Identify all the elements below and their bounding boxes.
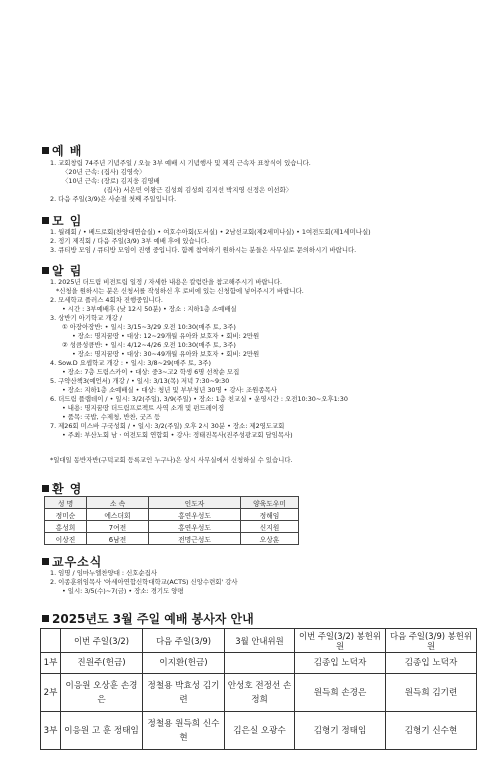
notice-item-3-class-1: ① 아장아장반: • 일시: 3/15~3/29 오전 10:30(매주 토, 3주) xyxy=(62,323,236,331)
table-cell: 이지환(헌금) xyxy=(143,653,225,674)
notice-item-2: 2. 모세학교 플러스 4회차 진행중입니다. xyxy=(50,296,163,304)
notice-footnote: *일대일 동반자반(구덕교회 등록교인 누구나)은 상시 사무실에서 신청하실 수 있습니다. xyxy=(50,456,293,464)
table-row xyxy=(45,533,299,545)
notice-item-6-detail: • 품목: 국밥, 수제청, 반찬, 굿즈 등 xyxy=(62,413,161,421)
section-title-welcome: 환 영 xyxy=(42,480,82,497)
table-cell: 원득희 손경은 xyxy=(295,674,386,712)
table-cell: 정미순 xyxy=(45,509,87,521)
table-cell: 정해임 xyxy=(241,509,299,521)
notice-item-3-class-1-detail: • 장소: 명지꿈땅 • 대상: 12~29개월 유아와 보호자 • 회비: 2만원 xyxy=(72,332,260,340)
table-cell: 김형기 신수현 xyxy=(386,712,477,750)
meeting-item-2: 2. 정기 제직회 / 다음 주일(3/9) 3부 예배 후에 있습니다. xyxy=(50,237,210,245)
column-header: 다음 주일(3/9) xyxy=(143,629,225,653)
notice-item-6: 6. 더드림 플랩데이 / • 일시: 3/2(주일), 3/9(주일) • 장소: 1층 친교실 • 운영시간 : 오전10:30~오후1:30 xyxy=(50,395,348,403)
column-header: 인도자 xyxy=(149,497,241,509)
section-title-roster: 2025년도 3월 주일 예배 봉사자 안내 xyxy=(42,610,254,627)
roster-table xyxy=(40,628,477,750)
service-label: 2부 xyxy=(41,674,61,712)
square-bullet-icon xyxy=(42,485,49,492)
meeting-item-3: 3. 큐티방 모임 / 큐티방 모임이 진행 중입니다. 함께 참여하기 원하시는 분들은 사무실로 문의하시기 바랍니다. xyxy=(50,246,357,254)
square-bullet-icon xyxy=(42,267,49,274)
movement-item-1: 1. 임명 / 임마누엘찬양대 : 신호순집사 xyxy=(50,569,157,577)
table-cell: 7여전 xyxy=(87,521,149,533)
square-bullet-icon xyxy=(42,217,49,224)
table-row xyxy=(45,509,299,521)
service-label: 3부 xyxy=(41,712,61,750)
table-row xyxy=(45,521,299,533)
section-title-meeting: 모 임 xyxy=(42,212,82,229)
square-bullet-icon xyxy=(42,615,49,622)
section-title-notice: 알 림 xyxy=(42,262,82,279)
movement-item-2: 2. 이종훈위임목사 '아세아연합신학대학교(ACTS) 신앙수련회' 강사 xyxy=(50,578,238,586)
table-cell: 홍연우성도 xyxy=(149,521,241,533)
table-cell: 홍성희 xyxy=(45,521,87,533)
movement-item-2-detail: • 일시: 3/5(수)~7(금) • 장소: 경기도 양평 xyxy=(62,587,184,595)
notice-item-7: 7. 제26회 미스바 구국성회 / • 일시: 3/2(주일) 오후 2시 30분 • 장소: 제2영도교회 xyxy=(50,422,285,430)
square-bullet-icon xyxy=(42,558,49,565)
table-cell: 이상진 xyxy=(45,533,87,545)
column-header: 이번 주일(3/2) 봉헌위원 xyxy=(295,629,386,653)
table-row xyxy=(41,712,477,750)
table-row xyxy=(41,674,477,712)
table-cell: 김종입 노덕자 xyxy=(295,653,386,674)
worship-item-1-detail: (집사) 서은민 이왕근 김성희 김성희 김지선 박지영 신정은 이선화〉 xyxy=(104,186,293,194)
column-header: 3월 안내위원 xyxy=(225,629,295,653)
notice-item-1-note: *신청을 원하시는 분은 신청서를 작성하신 후 로비에 있는 신청함에 넣어주시기 바랍니다. xyxy=(56,287,304,295)
column-header: 소 속 xyxy=(87,497,149,509)
roster-table-header xyxy=(41,629,477,653)
table-cell: 6남전 xyxy=(87,533,149,545)
notice-item-5: 5. 구약산책3(예언서) 개강 / • 일시: 3/13(목) 저녁 7:30~9:30 xyxy=(50,377,230,385)
column-header: 다음 주일(3/9) 봉헌위원 xyxy=(386,629,477,653)
table-cell: 신지원 xyxy=(241,521,299,533)
column-header xyxy=(41,629,61,653)
notice-item-6-detail: • 내용: 명지꿈땅 더드림프로젝트 사역 소개 및 펀드레이징 xyxy=(62,404,225,412)
table-cell: 안성호 전정선 손정희 xyxy=(225,674,295,712)
table-cell xyxy=(225,653,295,674)
table-row xyxy=(41,653,477,674)
notice-item-3-class-2: ② 성큼성큼반: • 일시: 4/12~4/26 오전 10:30(매주 토, 3주) xyxy=(62,341,236,349)
worship-item-1-detail: 〈20년 근속: (집사) 김영숙〉 xyxy=(62,168,146,176)
table-cell: 김은실 오광수 xyxy=(225,712,295,750)
table-cell: 전명근성도 xyxy=(149,533,241,545)
table-cell: 정철용 원득희 신수현 xyxy=(143,712,225,750)
table-cell: 정철용 박효성 김기련 xyxy=(143,674,225,712)
section-title-movement: 교우소식 xyxy=(42,553,102,570)
table-cell: 진원주(헌금) xyxy=(61,653,143,674)
notice-item-3-class-2-detail: • 장소: 명지꿈땅 • 대상: 30~49개월 유아와 보호자 • 회비: 2만원 xyxy=(72,350,260,358)
worship-item-1-detail: 〈10년 근속: (장로) 김지웅 김영배 xyxy=(62,177,160,185)
column-header: 양육도우미 xyxy=(241,497,299,509)
table-cell: 이응원 고 훈 정태임 xyxy=(61,712,143,750)
table-cell: 오상훈 xyxy=(241,533,299,545)
meeting-item-1: 1. 월례회 / • 베드로회(찬양대연습실) • 여호수아회(도서실) • 2남선교회(제2세미나실) • 1여전도회(제1세미나실) xyxy=(50,228,371,236)
table-cell: 이응원 오상훈 손경은 xyxy=(61,674,143,712)
table-cell: 원득희 김기련 xyxy=(386,674,477,712)
notice-item-3: 3. 상반기 아기학교 개강 / xyxy=(50,314,122,322)
notice-item-4: 4. Sow.D 요셉학교 개강 : • 일시: 3/8~29(매주 토, 3주) xyxy=(50,359,211,367)
welcome-table-header xyxy=(45,497,299,509)
notice-item-4-detail: • 장소: 7층 드림스카이 • 대상: 중3~고2 학생 6명 선착순 모집 xyxy=(62,368,240,376)
square-bullet-icon xyxy=(42,147,49,154)
notice-item-7-detail: • 주최: 부산노회 남ㆍ여전도회 연합회 • 강사: 정태진목사(진주성광교회 담임목사) xyxy=(62,431,293,439)
table-cell: 에스더회 xyxy=(87,509,149,521)
notice-item-5-detail: • 장소: 지하1층 소예배실 • 대상: 청년 및 부부청년 30명 • 강사: 조원종목사 xyxy=(62,386,277,394)
table-cell: 김종입 노덕자 xyxy=(386,653,477,674)
service-label: 1부 xyxy=(41,653,61,674)
notice-item-1: 1. 2025년 더드림 비전트립 일정 / 자세한 내용은 칼럼란을 참고해주시기 바랍니다. xyxy=(50,278,283,286)
table-cell: 김형기 정태임 xyxy=(295,712,386,750)
section-title-worship: 예 배 xyxy=(42,142,82,159)
column-header: 이번 주일(3/2) xyxy=(61,629,143,653)
table-cell: 홍연우성도 xyxy=(149,509,241,521)
worship-item-2: 2. 다음 주일(3/9)은 사순절 첫째 주일입니다. xyxy=(50,195,177,203)
notice-item-2-detail: • 시간 : 3부예배후 (낮 12시 50분) • 장소 : 지하1층 소예배실 xyxy=(62,305,237,313)
column-header: 성 명 xyxy=(45,497,87,509)
worship-item-1: 1. 교회창립 74주년 기념주일 / 오늘 3부 예배 시 기념행사 및 제직 근속자 표창식이 있습니다. xyxy=(50,159,311,167)
welcome-table xyxy=(44,496,299,545)
